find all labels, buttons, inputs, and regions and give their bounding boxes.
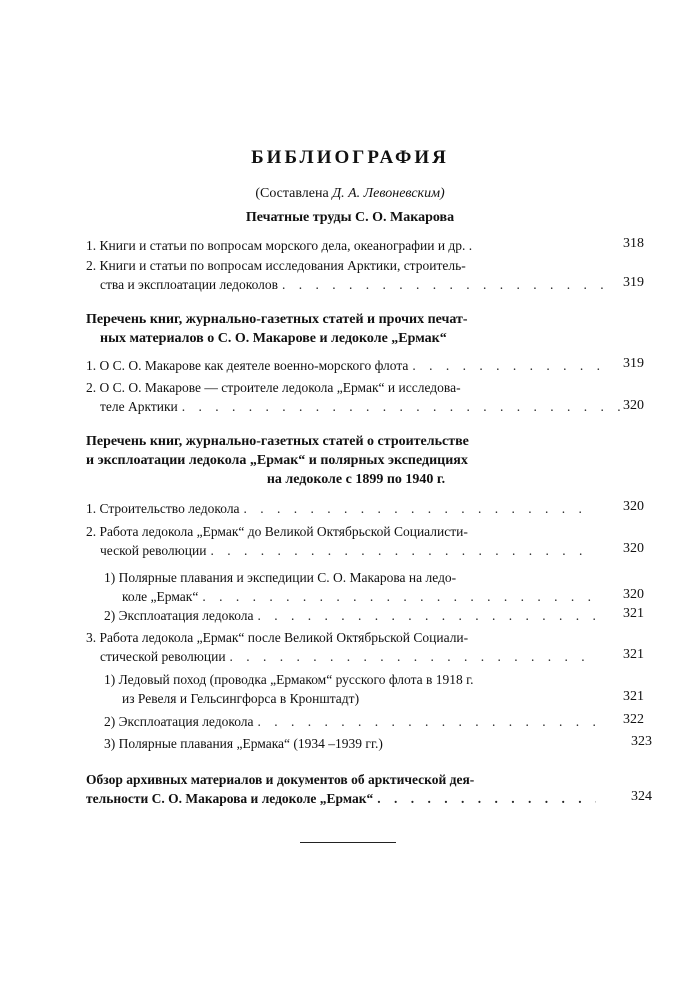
compiled-by-prefix: (Составлена xyxy=(255,186,333,201)
leader-dots xyxy=(240,499,596,518)
compiler-name: Д. А. Левоневским) xyxy=(332,186,445,201)
leader-dots xyxy=(198,587,596,606)
toc-entry xyxy=(86,356,606,375)
toc-entry xyxy=(86,628,596,666)
toc-entry-line: 3) Полярные плавания „Ермака“ (1934 –1939 гг.) xyxy=(104,736,383,751)
toc-entry-line: 2. Книги и статьи по вопросам исследования Арктики, строитель- xyxy=(86,258,466,273)
section-heading-about-makarov xyxy=(86,310,606,348)
toc-entry-page: 321 xyxy=(623,647,644,662)
toc-entry-page: 324 xyxy=(631,789,652,804)
section-heading-construction xyxy=(86,432,626,489)
compiled-by xyxy=(0,186,700,202)
toc-entry xyxy=(86,378,626,416)
heading-line: ных материалов о С. О. Макарове и ледоколе „Ермак“ xyxy=(100,331,447,346)
toc-entry-line: из Ревеля и Гельсингфорса в Кронштадт) xyxy=(122,691,360,706)
section-archive-review xyxy=(86,770,596,808)
toc-entry-page: 322 xyxy=(623,712,644,727)
leader-dots xyxy=(278,275,606,294)
toc-entry-page: 323 xyxy=(631,734,652,749)
toc-entry xyxy=(86,236,606,255)
toc-entry-line: 2) Эксплоатация ледокола xyxy=(104,714,254,729)
toc-entry-page: 320 xyxy=(623,398,644,413)
toc-entry-page: 319 xyxy=(623,275,644,290)
toc-entry-page: 320 xyxy=(623,541,644,556)
leader-dots xyxy=(408,356,606,375)
closing-rule xyxy=(300,842,396,843)
toc-entry xyxy=(86,522,596,560)
toc-entry-line: Обзор архивных материалов и документов об арктической дея- xyxy=(86,772,475,787)
heading-line: Перечень книг, журнально-газетных статей о строительстве xyxy=(86,434,469,449)
heading-line: на ледоколе с 1899 по 1940 г. xyxy=(266,472,446,487)
toc-entry-line: 1) Ледовый поход (проводка „Ермаком“ русского флота в 1918 г. xyxy=(104,672,474,687)
toc-entry-line: 1. О С. О. Макарове как деятеле военно-морского флота xyxy=(86,358,409,373)
section-heading-printed-works: Печатные труды С. О. Макарова xyxy=(245,210,455,225)
leader-dots xyxy=(206,541,596,560)
toc-entry-line: 1. Строительство ледокола xyxy=(86,501,240,516)
toc-entry xyxy=(86,499,596,518)
toc-entry-page: 320 xyxy=(623,587,644,602)
toc-entry-page: 318 xyxy=(623,236,644,251)
leader-dots xyxy=(226,647,596,666)
leader-dots xyxy=(254,712,596,731)
toc-entry xyxy=(86,256,606,294)
toc-entry-line: ческой революции xyxy=(100,543,207,558)
leader-dots xyxy=(254,606,596,625)
heading-line: и эксплоатации ледокола „Ермак“ и полярных экспедициях xyxy=(86,453,468,468)
toc-subentry xyxy=(104,734,584,753)
toc-entry-line: 2) Эксплоатация ледокола xyxy=(104,608,254,623)
toc-entry-line: теле Арктики xyxy=(100,399,178,414)
toc-subentry xyxy=(104,670,596,708)
toc-entry-page: 320 xyxy=(623,499,644,514)
toc-entry-line: тельности С. О. Макарова и ледоколе „Ермак“ xyxy=(86,791,374,806)
toc-entry-page: 319 xyxy=(623,356,644,371)
toc-entry-line: 2. О С. О. Макарове — строителе ледокола „Ермак“ и исследова- xyxy=(86,380,461,395)
toc-entry-line: 1. Книги и статьи по вопросам морского дела, океанографии и др. . xyxy=(86,238,473,253)
toc-entry-line: 2. Работа ледокола „Ермак“ до Великой Октябрьской Социалисти- xyxy=(86,524,468,539)
toc-subentry xyxy=(104,568,596,606)
toc-entry-line: 3. Работа ледокола „Ермак“ после Великой Октябрьской Социали- xyxy=(86,630,469,645)
page-title: БИБЛИОГРАФИЯ xyxy=(251,147,449,168)
toc-entry-line: 1) Полярные плавания и экспедиции С. О. Макарова на ледо- xyxy=(104,570,457,585)
toc-entry-page: 321 xyxy=(623,606,644,621)
toc-subentry xyxy=(104,606,596,625)
toc-entry-page: 321 xyxy=(623,689,644,704)
toc-subentry xyxy=(104,712,596,731)
toc-entry-line: коле „Ермак“ xyxy=(122,589,199,604)
toc-entry-line: стической революции xyxy=(100,649,226,664)
toc-entry-line: ства и эксплоатации ледоколов xyxy=(100,277,278,292)
leader-dots xyxy=(178,397,626,416)
leader-dots xyxy=(373,789,596,808)
heading-line: Перечень книг, журнально-газетных статей и прочих печат- xyxy=(86,312,468,327)
